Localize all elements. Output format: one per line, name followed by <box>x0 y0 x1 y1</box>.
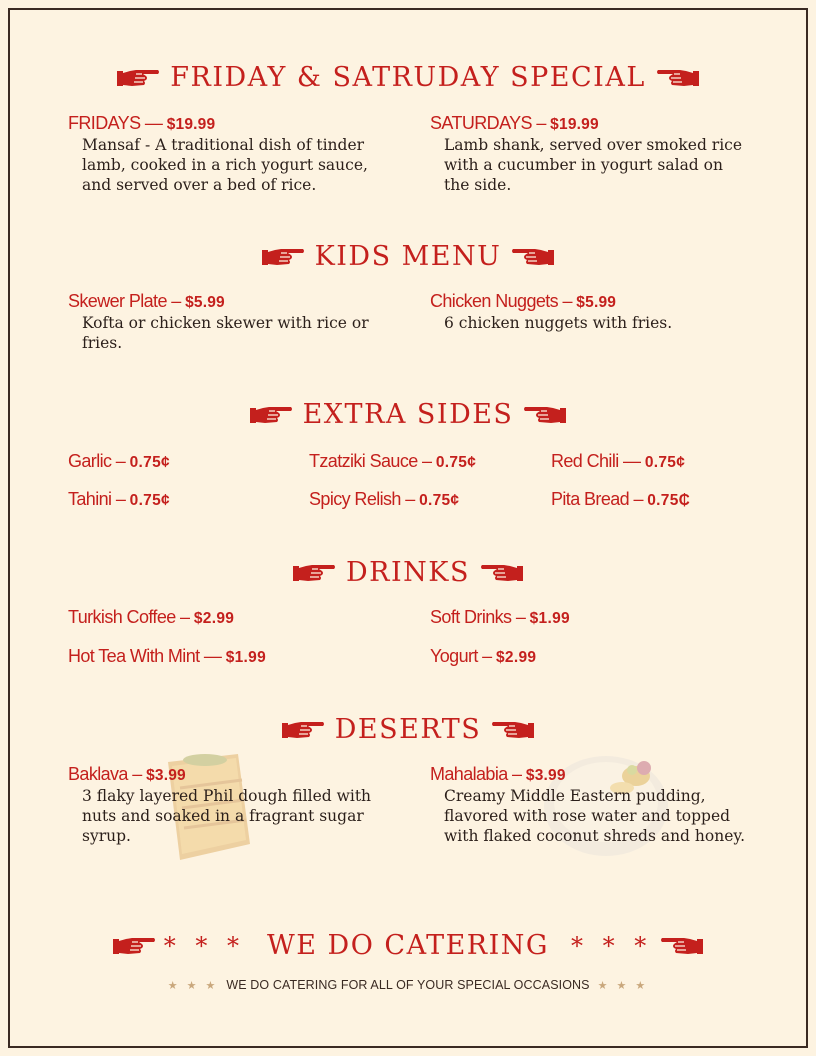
catering-title: WE DO CATERING <box>267 930 549 961</box>
item-price: $3.99 <box>525 767 566 784</box>
stars-decoration-left: * * * <box>163 931 245 960</box>
drink-item-yogurt <box>430 646 536 667</box>
item-name: Soft Drinks – <box>430 607 530 627</box>
pointing-hand-right-icon <box>292 562 336 584</box>
item-name: Garlic – <box>68 451 130 471</box>
side-item-tzatziki-sauce <box>309 451 476 472</box>
item-price: $2.99 <box>496 649 537 666</box>
item-price: 0.75₵ <box>647 492 691 509</box>
pointing-hand-right-icon <box>112 935 156 957</box>
pointing-hand-left-icon <box>480 562 524 584</box>
item-price: $5.99 <box>185 294 225 311</box>
item-title <box>68 113 388 134</box>
pointing-hand-left-icon <box>656 67 700 89</box>
item-title <box>68 764 388 785</box>
item-title <box>430 291 750 312</box>
section-title: DRINKS <box>346 557 470 588</box>
item-description: Mansaf - A traditional dish of tinder lamb, cooked in a rich yogurt sauce, and served over a bed of rice. <box>82 136 368 194</box>
pointing-hand-right-icon <box>281 719 325 741</box>
item-name: Spicy Relish – <box>309 489 420 509</box>
drink-item-soft-drinks <box>430 607 570 628</box>
item-price: 0.75¢ <box>129 492 170 509</box>
item-name: Yogurt – <box>430 646 496 666</box>
item-description: Kofta or chicken skewer with rice or fries. <box>82 314 369 352</box>
item-name: Pita Bread – <box>551 489 648 509</box>
pointing-hand-right-icon <box>261 246 305 268</box>
item-price: 0.75¢ <box>129 454 170 471</box>
item-name: SATURDAYS – <box>430 113 551 133</box>
item-description: 3 flaky layered Phil dough filled with nuts and soaked in a fragrant sugar syrup. <box>82 787 372 845</box>
footer-stars-right: ★ ★ ★ <box>597 980 649 992</box>
catering-heading <box>0 930 816 961</box>
item-price: $5.99 <box>576 294 617 311</box>
item-name: Skewer Plate – <box>68 291 186 311</box>
item-price: $19.99 <box>550 116 599 133</box>
item-name: Hot Tea With Mint — <box>68 646 226 666</box>
section-heading-deserts <box>0 714 816 745</box>
drink-item-hot-tea-with-mint <box>68 646 266 667</box>
item-name: Chicken Nuggets – <box>430 291 577 311</box>
item-name: Baklava – <box>68 764 147 784</box>
side-item-red-chili <box>551 451 685 472</box>
pointing-hand-right-icon <box>249 404 293 426</box>
section-heading-weekend-special <box>0 62 816 93</box>
pointing-hand-left-icon <box>491 719 535 741</box>
section-title: KIDS MENU <box>314 241 502 272</box>
stars-decoration-right: * * * <box>571 931 653 960</box>
item-name: Red Chili — <box>551 451 645 471</box>
item-price: 0.75¢ <box>419 492 460 509</box>
menu-item-saturdays <box>430 113 750 195</box>
section-heading-kids-menu <box>0 241 816 272</box>
item-price: $1.99 <box>529 610 570 627</box>
section-title: DESERTS <box>334 714 482 745</box>
menu-item-chicken-nuggets <box>430 291 750 333</box>
section-heading-extra-sides <box>0 399 816 430</box>
item-name: FRIDAYS — <box>68 113 167 133</box>
item-name: Turkish Coffee – <box>68 607 194 627</box>
side-item-garlic <box>68 451 170 472</box>
footer-stars-left: ★ ★ ★ <box>167 980 219 992</box>
menu-item-baklava <box>68 764 388 846</box>
item-title <box>430 113 750 134</box>
pointing-hand-left-icon <box>511 246 555 268</box>
pointing-hand-right-icon <box>116 67 160 89</box>
item-price: 0.75¢ <box>435 454 477 471</box>
item-price: $2.99 <box>193 610 235 627</box>
side-item-tahini <box>68 489 170 510</box>
item-name: Tahini – <box>68 489 130 509</box>
item-description: 6 chicken nuggets with fries. <box>444 314 673 332</box>
side-item-spicy-relish <box>309 489 459 510</box>
item-price: 0.75¢ <box>644 454 686 471</box>
drink-item-turkish-coffee <box>68 607 234 628</box>
pointing-hand-left-icon <box>660 935 704 957</box>
item-price: $3.99 <box>146 767 186 784</box>
item-description: Creamy Middle Eastern pudding, flavored with rose water and topped with flaked coconut shreds and honey. <box>444 787 745 845</box>
item-title <box>430 764 760 785</box>
footer-text: WE DO CATERING FOR ALL OF YOUR SPECIAL OCCASIONS <box>226 978 590 992</box>
section-title: EXTRA SIDES <box>302 399 514 430</box>
menu-item-mahalabia <box>430 764 760 846</box>
section-title: FRIDAY & SATRUDAY SPECIAL <box>170 62 646 93</box>
pointing-hand-left-icon <box>523 404 567 426</box>
item-price: $1.99 <box>225 649 267 666</box>
section-heading-drinks <box>0 557 816 588</box>
item-price: $19.99 <box>166 116 216 133</box>
item-name: Mahalabia – <box>430 764 526 784</box>
item-title <box>68 291 388 312</box>
item-name: Tzatziki Sauce – <box>309 451 436 471</box>
item-description: Lamb shank, served over smoked rice with a cucumber in yogurt salad on the side. <box>444 136 743 194</box>
side-item-pita-bread <box>551 489 690 510</box>
catering-footer <box>0 978 816 992</box>
menu-item-skewer-plate <box>68 291 388 353</box>
menu-item-fridays <box>68 113 388 195</box>
